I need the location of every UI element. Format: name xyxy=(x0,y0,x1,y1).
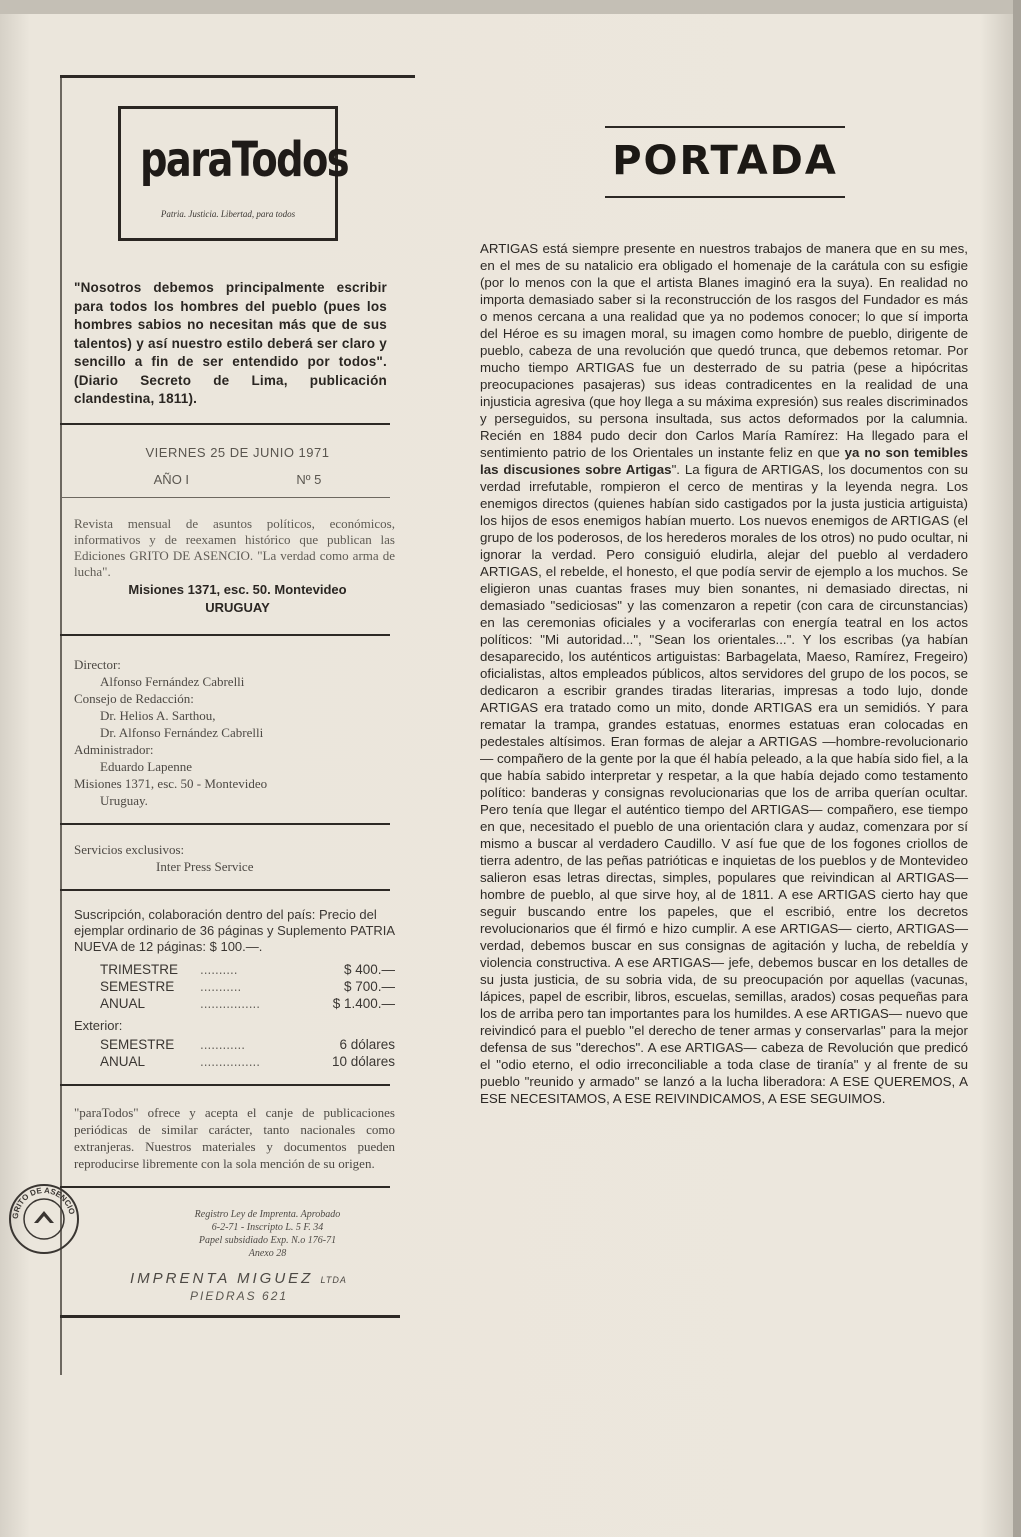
issue-meta xyxy=(100,472,375,487)
price-value: $ 700.— xyxy=(343,978,395,994)
divider xyxy=(60,497,390,498)
seal-text: GRITO DE ASENCIO xyxy=(10,1185,77,1220)
registro-line: 6-2-71 - Inscripto L. 5 F. 34 xyxy=(211,1221,324,1233)
issue-number: Nº 5 xyxy=(296,471,322,487)
price-value: 6 dólares xyxy=(339,1036,395,1052)
divider xyxy=(60,634,390,636)
director-name: Alfonso Fernández Cabrelli xyxy=(100,673,245,689)
price-row xyxy=(74,961,395,978)
subscription xyxy=(74,907,395,1070)
issue-year: AÑO I xyxy=(153,471,190,487)
printer-name xyxy=(130,1270,415,1287)
services-value: Inter Press Service xyxy=(156,858,254,874)
price-value: $ 1.400.— xyxy=(332,995,395,1011)
issue-date: VIERNES 25 DE JUNIO 1971 xyxy=(145,444,330,460)
staff-list xyxy=(74,656,405,809)
consejo-label: Consejo de Redacción: xyxy=(74,690,194,706)
price-row xyxy=(74,995,395,1012)
registro xyxy=(140,1208,395,1260)
director-label: Director: xyxy=(74,656,121,672)
price-value: 10 dólares xyxy=(331,1053,395,1069)
consejo-member: Dr. Helios A. Sarthou, xyxy=(100,707,216,723)
printer-ltda: LTDA xyxy=(320,1274,347,1285)
price-row xyxy=(74,1053,395,1070)
divider xyxy=(60,823,390,825)
logo xyxy=(118,106,349,241)
price-dots: ................ xyxy=(200,1053,261,1069)
price-dots: ................ xyxy=(200,995,261,1011)
printer-address: PIEDRAS 621 xyxy=(190,1288,289,1303)
price-value: $ 400.— xyxy=(343,961,395,977)
price-label: ANUAL xyxy=(100,995,146,1011)
publication-country: URUGUAY xyxy=(205,599,270,615)
price-row xyxy=(74,1036,395,1053)
masthead-column xyxy=(60,75,415,1318)
exchange-notice: "paraTodos" ofrece y acepta el canje de publicaciones periódicas de similar carácter, tanto nacionales como extranjeras. Nuestros materiales y documentos pueden reproducirse libremente con la sola mención de su origen. xyxy=(74,1104,395,1171)
registro-line: Papel subsidiado Exp. N.o 176-71 xyxy=(198,1234,337,1246)
price-row xyxy=(74,978,395,995)
price-dots: ........... xyxy=(200,978,242,994)
price-label: ANUAL xyxy=(100,1053,146,1069)
price-label: SEMESTRE xyxy=(100,978,175,994)
portada-article xyxy=(480,240,968,1107)
article-paragraph-1: ARTIGAS está siempre presente en nuestros trabajos de manera que en su mes, en el mes de su natalicio era obligado el homenaje de la carátula con su esfigie (por lo menos con la que el artista Blanes imaginó era la suya). En realidad no importa demasiado saber si la reconstrucción de los rasgos del Fundador es más o menos cercana a una realidad que ya no podemos conocer; lo que sí importa del Héroe es su imagen moral, su imagen como hombre de pueblo, dirigente de pueblo, cabeza de una revolución que quedó trunca, que debemos retomar. Por mucho tiempo ARTIGAS fue un desterrado de su patria (pese a hipócritas preocupaciones pasajeras) sus ideas contradicentes en la realidad de una injusticia agresiva (que hoy llega a su máxima expresión) sus reales discriminados y perseguidos, su persona insultada, sus actos deformados por la calumnia. Recién en 1884 pudo decir don Carlos María Ramírez: Ha llegado para el sentimiento patrio de los Orientales un instante feliz en que xyxy=(480,241,968,460)
grito-de-asencio-seal-icon xyxy=(8,1183,80,1255)
logo-motto: Patria. Justicia. Libertad, para todos xyxy=(160,209,296,219)
admin-label: Administrador: xyxy=(74,741,154,757)
consejo-member: Dr. Alfonso Fernández Cabrelli xyxy=(100,724,264,740)
staff-address: Misiones 1371, esc. 50 - Montevideo xyxy=(74,775,268,791)
printer-name-text: IMPRENTA MIGUEZ xyxy=(130,1269,314,1287)
price-table xyxy=(74,961,395,1012)
staff-country: Uruguay. xyxy=(100,792,148,808)
portada-bottom-rule xyxy=(605,196,845,198)
article-body xyxy=(480,240,968,1107)
registro-line: Anexo 28 xyxy=(248,1247,287,1259)
admin-name: Eduardo Lapenne xyxy=(100,758,193,774)
article-paragraph-2: ". La figura de ARTIGAS, los documentos con su verdad irrefutable, rompieron el cerco de mentiras y la leyenda negra. Los enemigos directos (quienes habían sido castigados por la justa justicia artiguista) los hijos de esos enemigos habían muerto. Los nuevos enemigos de ARTIGAS (el grupo de los poderosos, de los herederos morales de los otros) no pudo ocultar, ni ignorar la verdad. Pero consiguió eludirla, alejar del pueblo al verdadero ARTIGAS, el rebelde, el honesto, el que podía servir de ejemplo a los muchos. Se eligieron unas cuantas frases muy bien sonantes, ni demasiado directas, ni demasiado "sediciosas" y las comenzaron a repetir (con cara de circunstancias) en las ceremonias oficiales y a vociferarlas con energía teatral en los actos políticos: "Mi autoridad...", "Sean los orientales...". Y los escribas (ya habían desaparecido, los auténticos artiguistas: Barbagelata, Maeso, Ramírez, Fregeiro) oficialistas, altos empleados públicos, altos servidores del grupo de los pocos, se dedicaron a escribir grandes tiradas literarias, impresas a todo lujo, donde ARTIGAS era tratado como un mito, donde ARTIGAS era un semidiós. Y para rematar la trampa, grandes estatuas, enormes estatuas eran colocadas en pedestales altísimos. Eran formas de alejar a ARTIGAS —hombre-revolucionario— compañero de la gente por la que él había peleado, a la que había sido fiel, a la que había sabido interpretar y respetar, a la que había dejado como testamento político: banderas y consignas revolucionarias que los de arriba querían ocultar. Pero tenía que llegar el auténtico tiempo del ARTIGAS— compañero, ese tiempo en que, necesitado el pueblo de una orientación clara y audaz, comenzara por sí mismo a buscar al verdadero Caudillo. V así fue que de los fogones criollos de tierra adentro, de las peñas patrióticas e inquietas de los pueblos y de Montevideo salieron esas letras directas, simples, populares que reivindican al ARTIGAS— hombre de pueblo, al que sirve hoy, al de 1811. A ese ARTIGAS cierto hay que seguir buscando entre los papeles, que el escribió, entre los decretos revolucionarios que él firmó e hizo cumplir. A ese ARTIGAS— cierto, ARTIGAS— verdad, debemos buscar en sus consignas de agitación y lucha, de rebeldía y violencia constructiva. A ese ARTIGAS— jefe, debemos buscar en los detalles de su justa justicia, de su sobria vida, de su preocupación por aquellas (vacunas, lápices, papel de escribir, libros, escuelas, semillas, arados) cosas pequeñas para los de arriba pero tan importantes para los humildes. A ese ARTIGAS— nuevo que reivindicó para el pueblo "el derecho de tener armas y conservarlas" para la mejor defensa de sus "derechos". A ese ARTIGAS— cabeza de Revolución que predicó el "odio eterno, el odio irreconciliable a toda clase de tiranía" y al frente de su pueblo "reunido y armado" se lanzó a la lucha liberadora: A ESE QUEREMOS, A ESE NECESITAMOS, A ESE REIVINDICAMOS, A ESE SEGUIMOS. xyxy=(480,462,968,1106)
divider xyxy=(60,423,390,425)
top-rule xyxy=(60,75,415,78)
exterior-label: Exterior: xyxy=(74,1017,123,1033)
divider xyxy=(60,1186,390,1188)
top-edge xyxy=(0,0,1021,14)
right-edge xyxy=(1013,0,1021,1537)
publication-address: Misiones 1371, esc. 50. Montevideo xyxy=(128,581,347,597)
portada-top-rule xyxy=(605,126,845,128)
divider xyxy=(60,1084,390,1086)
price-dots: ............ xyxy=(200,1036,246,1052)
bottom-rule xyxy=(60,1315,400,1318)
editorial-quote: "Nosotros debemos principalmente escribir para todos los hombres del pueblo (pues los hombres sabios no necesitan más que de sus talentos) y así nuestro estilo deberá ser claro y sencillo a fin de ser entendido por todos". (Diario Secreto de Lima, publicación clandestina, 1811). xyxy=(74,280,387,406)
services-label: Servicios exclusivos: xyxy=(74,841,185,857)
price-label: SEMESTRE xyxy=(100,1036,175,1052)
logo-word: paraTodos xyxy=(140,132,349,188)
price-label: TRIMESTRE xyxy=(100,961,179,977)
price-dots: .......... xyxy=(200,961,238,977)
services xyxy=(74,841,405,875)
subscription-intro: Suscripción, colaboración dentro del país: Precio del ejemplar ordinario de 36 páginas y Suplemento PATRIA NUEVA de 12 páginas: $ 100.—. xyxy=(74,906,395,954)
registro-line: Registro Ley de Imprenta. Aprobado xyxy=(194,1208,341,1220)
article-bold-phrase: ya no son temibles las discusiones sobre Artigas xyxy=(480,445,968,477)
publication-description: Revista mensual de asuntos políticos, económicos, informativos y de reexamen histórico que publican las Ediciones GRITO DE ASENCIO. "La verdad como arma de lucha". xyxy=(74,515,395,579)
divider xyxy=(60,889,390,891)
portada-title: PORTADA xyxy=(612,138,838,184)
